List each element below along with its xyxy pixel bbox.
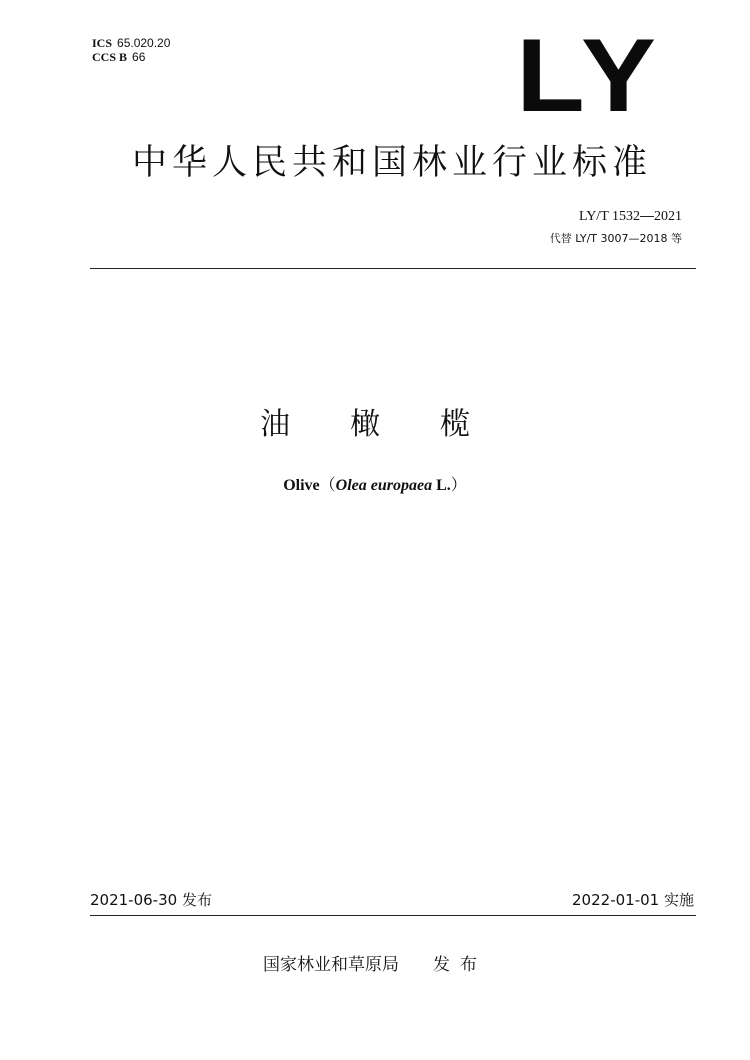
ics-code-row — [92, 36, 170, 50]
subtitle-author: L. — [436, 477, 451, 494]
publisher-name: 国家林业和草原局 — [263, 955, 399, 975]
subtitle-open-paren: （ — [319, 477, 336, 494]
top-divider — [90, 268, 696, 269]
bottom-divider — [90, 915, 696, 916]
replaces-label: 代替 — [549, 232, 572, 245]
standard-title: 中华人民共和国林业行业标准 — [131, 143, 652, 183]
subtitle-english: Olive — [283, 477, 320, 494]
industry-logo: LY — [515, 18, 662, 134]
ccs-label: CCS B — [92, 50, 128, 64]
standard-number — [550, 206, 682, 226]
ics-value: 65.020.20 — [117, 36, 171, 50]
standard-dash: — — [640, 207, 654, 223]
issue-date-label: 发布 — [181, 891, 212, 909]
implementation-date — [572, 890, 694, 910]
implementation-date-value: 2022-01-01 — [572, 891, 660, 909]
subtitle-genus: Olea — [335, 477, 367, 494]
standard-prefix: LY/T — [579, 209, 609, 224]
issue-date — [90, 890, 212, 910]
ccs-code-row — [92, 50, 170, 64]
publisher-action: 发布 — [433, 955, 487, 975]
publisher-line — [0, 954, 750, 976]
replaces-number: 3007—2018 — [600, 232, 668, 245]
standard-year: 2021 — [654, 209, 682, 224]
subtitle-close-paren: ） — [450, 477, 467, 494]
replaces-suffix: 等 — [671, 232, 682, 245]
implementation-date-label: 实施 — [663, 891, 694, 909]
standard-meta — [550, 206, 682, 248]
replaces-line — [550, 230, 682, 248]
classification-codes — [92, 36, 170, 64]
issue-date-value: 2021-06-30 — [90, 891, 178, 909]
document-title: 油橄榄 — [260, 407, 530, 442]
ics-label: ICS — [92, 36, 113, 50]
ccs-value: 66 — [132, 50, 146, 64]
standard-code: 1532 — [612, 209, 640, 224]
subtitle-species: europaea — [370, 477, 433, 494]
replaces-prefix: LY/T — [575, 232, 597, 245]
document-subtitle — [0, 475, 750, 497]
